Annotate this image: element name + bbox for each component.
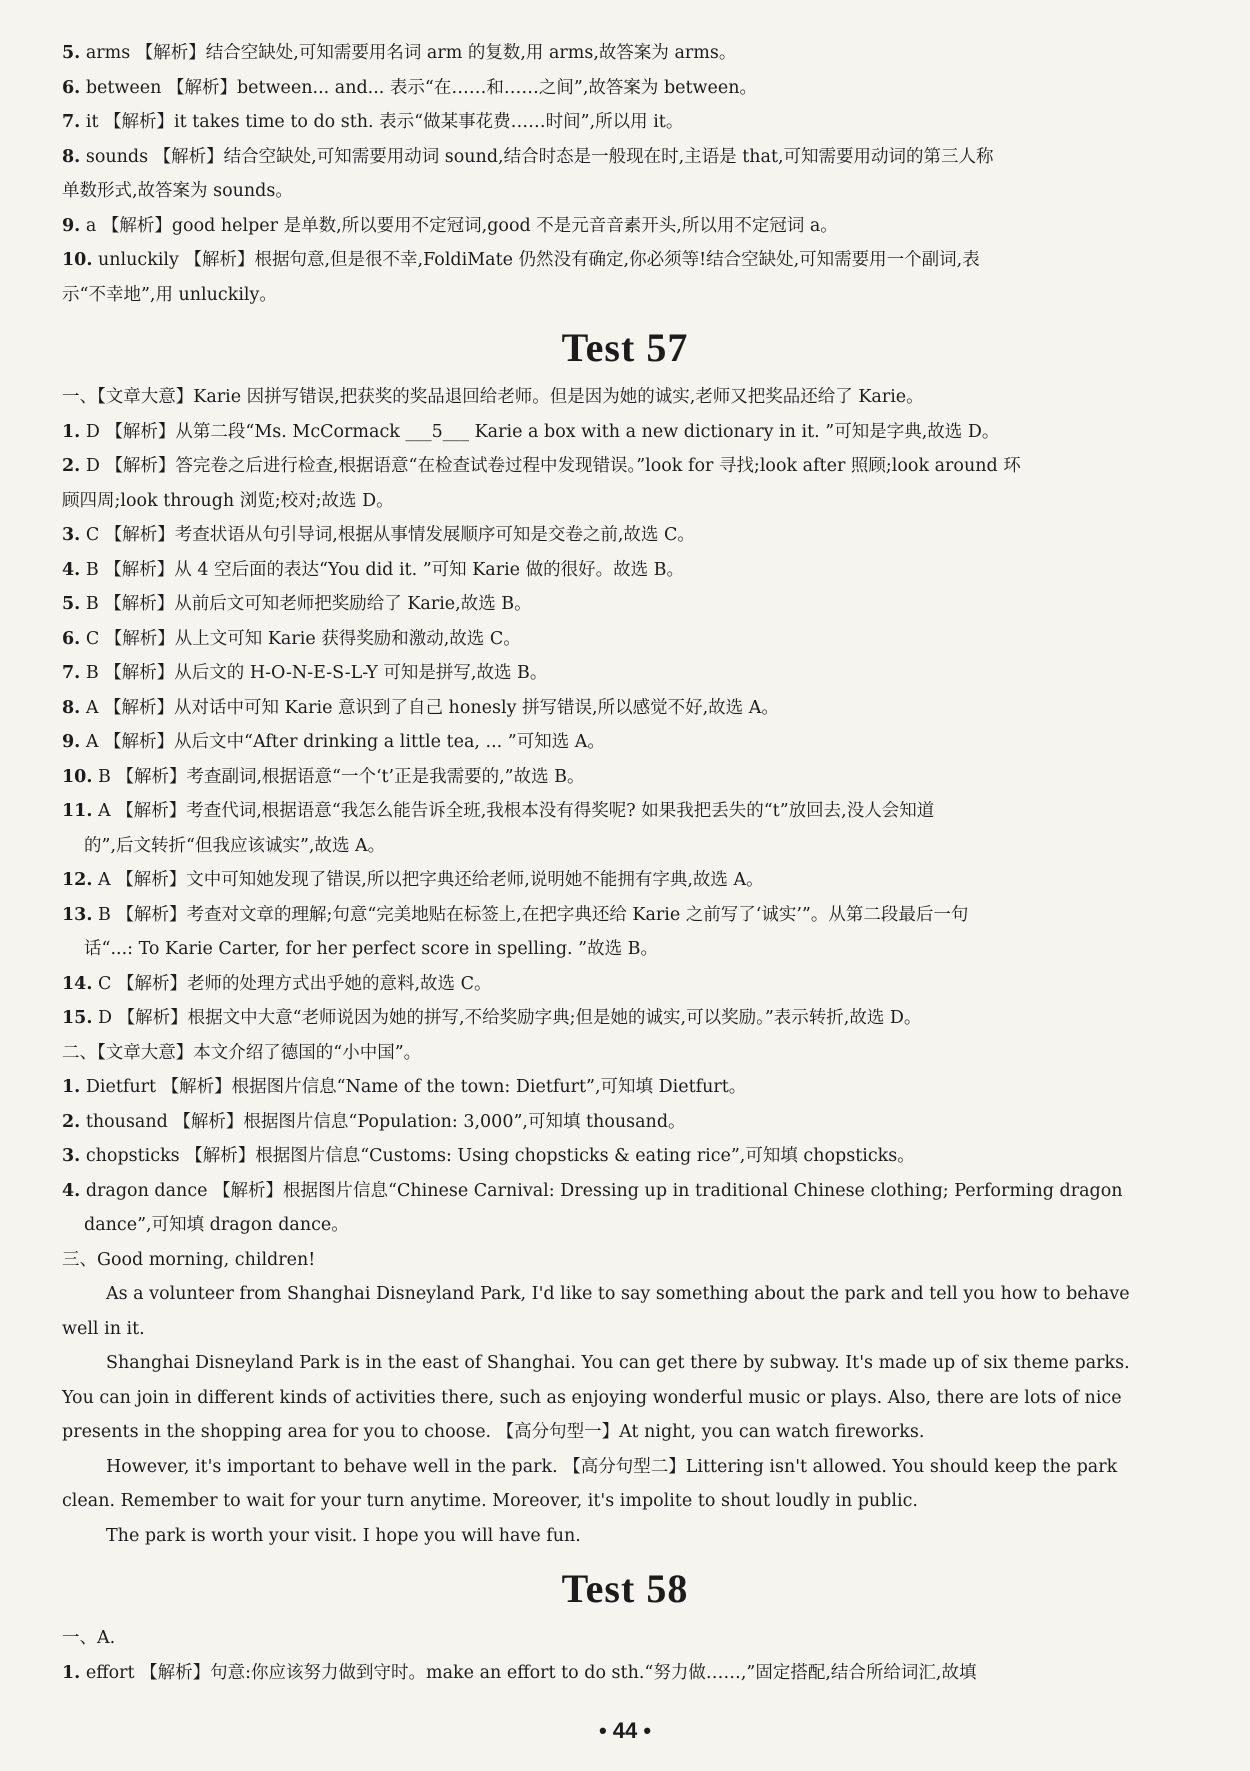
- answer-continuation: 话“...: To Karie Carter, for her perfect score in spelling. ”故选 B。: [84, 939, 659, 959]
- essay-continuation: well in it.: [62, 1318, 145, 1339]
- answer-item: 2. D 【解析】答完卷之后进行检查,根据语意“在检查试卷过程中发现错误。”look for 寻找;look after 照顾;look around 环: [62, 456, 1021, 476]
- essay-paragraph: The park is worth your visit. I hope you will have fun.: [106, 1525, 581, 1546]
- test-57-fill-answers: [62, 1070, 1188, 1243]
- test-57-heading: Test 57: [561, 325, 689, 370]
- answer-item: 7. it 【解析】it takes time to do sth. 表示“做某事花费……时间”,所以用 it。: [62, 112, 684, 132]
- answer-item: 11. A 【解析】考查代词,根据语意“我怎么能告诉全班,我根本没有得奖呢? 如果我把丢失的“t”放回去,没人会知道: [62, 801, 935, 821]
- answer-item: 3. chopsticks 【解析】根据图片信息“Customs: Using chopsticks & eating rice”,可知填 chopsticks。: [62, 1146, 915, 1166]
- answer-continuation: 单数形式,故答案为 sounds。: [62, 181, 293, 201]
- answer-item: 12. A 【解析】文中可知她发现了错误,所以把字典还给老师,说明她不能拥有字典,故选 A。: [62, 870, 764, 890]
- answer-item: 5. arms 【解析】结合空缺处,可知需要用名词 arm 的复数,用 arms,故答案为 arms。: [62, 43, 737, 63]
- answer-item: 2. thousand 【解析】根据图片信息“Population: 3,000”,可知填 thousand。: [62, 1111, 686, 1132]
- answer-continuation: dance”,可知填 dragon dance。: [84, 1215, 349, 1235]
- page-number: • 44 •: [598, 1718, 652, 1743]
- answer-item: 9. A 【解析】从后文中“After drinking a little tea, ... ”可知选 A。: [62, 732, 605, 752]
- previous-answers: [62, 36, 1188, 312]
- test-57-answers: [62, 415, 1188, 1036]
- answer-item: 7. B 【解析】从后文的 H-O-N-E-S-L-Y 可知是拼写,故选 B。: [62, 663, 548, 683]
- answer-item: 9. a 【解析】good helper 是单数,所以要用不定冠词,good 不是元音音素开头,所以用不定冠词 a。: [62, 215, 838, 236]
- answer-item: 1. Dietfurt 【解析】根据图片信息“Name of the town: Dietfurt”,可知填 Dietfurt。: [62, 1077, 747, 1097]
- answer-item: 10. unluckily 【解析】根据句意,但是很不幸,FoldiMate 仍然没有确定,你必须等!结合空缺处,可知需要用一个副词,表: [62, 250, 980, 270]
- answer-item: 13. B 【解析】考查对文章的理解;句意“完美地贴在标签上,在把字典还给 Karie 之前写了‘诚实’”。从第二段最后一句: [62, 904, 969, 925]
- sample-essay: [62, 1277, 1188, 1553]
- answer-item: 15. D 【解析】根据文中大意“老师说因为她的拼写,不给奖励字典;但是她的诚实,可以奖励。”表示转折,故选 D。: [62, 1008, 922, 1028]
- section-one-summary: 一、【文章大意】Karie 因拼写错误,把获奖的奖品退回给老师。但是因为她的诚实,老师又把奖品还给了 Karie。: [62, 387, 924, 407]
- answer-item: 8. sounds 【解析】结合空缺处,可知需要用动词 sound,结合时态是一般现在时,主语是 that,可知需要用动词的第三人称: [62, 146, 994, 167]
- page-content: [62, 36, 1188, 1690]
- answer-item: 3. C 【解析】考查状语从句引导词,根据从事情发展顺序可知是交卷之前,故选 C。: [62, 525, 695, 545]
- answer-item: 1. effort 【解析】句意:你应该努力做到守时。make an effort to do sth.“努力做……,”固定搭配,结合所给词汇,故填: [62, 1662, 977, 1683]
- test-58-heading: Test 58: [561, 1566, 689, 1611]
- answer-continuation: 的”,后文转折“但我应该诚实”,故选 A。: [84, 835, 386, 856]
- essay-continuation: clean. Remember to wait for your turn anytime. Moreover, it's impolite to shout loudly in public.: [62, 1491, 918, 1511]
- essay-paragraph: Shanghai Disneyland Park is in the east of Shanghai. You can get there by subway. It's made up of six theme parks.: [106, 1353, 1130, 1373]
- answer-continuation: 示“不幸地”,用 unluckily。: [62, 284, 277, 305]
- essay-paragraph: However, it's important to behave well in the park. 【高分句型二】Littering isn't allowed. You should keep the park: [106, 1456, 1118, 1477]
- answer-item: 1. D 【解析】从第二段“Ms. McCormack ___5___ Karie a box with a new dictionary in it. ”可知是字典,故选 D。: [62, 421, 1000, 442]
- answer-item: 8. A 【解析】从对话中可知 Karie 意识到了自己 honesly 拼写错误,所以感觉不好,故选 A。: [62, 697, 779, 718]
- answer-item: 4. dragon dance 【解析】根据图片信息“Chinese Carnival: Dressing up in traditional Chinese clothing; Performing dragon: [62, 1180, 1123, 1201]
- answer-item: 5. B 【解析】从前后文可知老师把奖励给了 Karie,故选 B。: [62, 594, 532, 614]
- answer-item: 6. C 【解析】从上文可知 Karie 获得奖励和激动,故选 C。: [62, 628, 521, 649]
- essay-paragraph: As a volunteer from Shanghai Disneyland Park, I'd like to say something about the park and tell you how to behave: [106, 1284, 1130, 1304]
- answer-item: 10. B 【解析】考查副词,根据语意“一个‘t’正是我需要的,”故选 B。: [62, 766, 585, 787]
- answer-item: 6. between 【解析】between... and... 表示“在……和……之间”,故答案为 between。: [62, 77, 757, 98]
- answer-continuation: 顾四周;look through 浏览;校对;故选 D。: [62, 490, 394, 511]
- section-one-label: 一、A.: [62, 1628, 116, 1648]
- answer-item: 14. C 【解析】老师的处理方式出乎她的意料,故选 C。: [62, 973, 492, 994]
- essay-continuation: presents in the shopping area for you to choose. 【高分句型一】At night, you can watch fireworks.: [62, 1422, 925, 1442]
- essay-continuation: You can join in different kinds of activities there, such as enjoying wonderful music or plays. Also, there are lots of nice: [62, 1387, 1122, 1408]
- answer-item: 4. B 【解析】从 4 空后面的表达“You did it. ”可知 Karie 做的很好。故选 B。: [62, 559, 685, 580]
- section-two-summary: 二、【文章大意】本文介绍了德国的“小中国”。: [62, 1042, 422, 1063]
- section-three-greeting: 三、Good morning, children!: [62, 1249, 316, 1270]
